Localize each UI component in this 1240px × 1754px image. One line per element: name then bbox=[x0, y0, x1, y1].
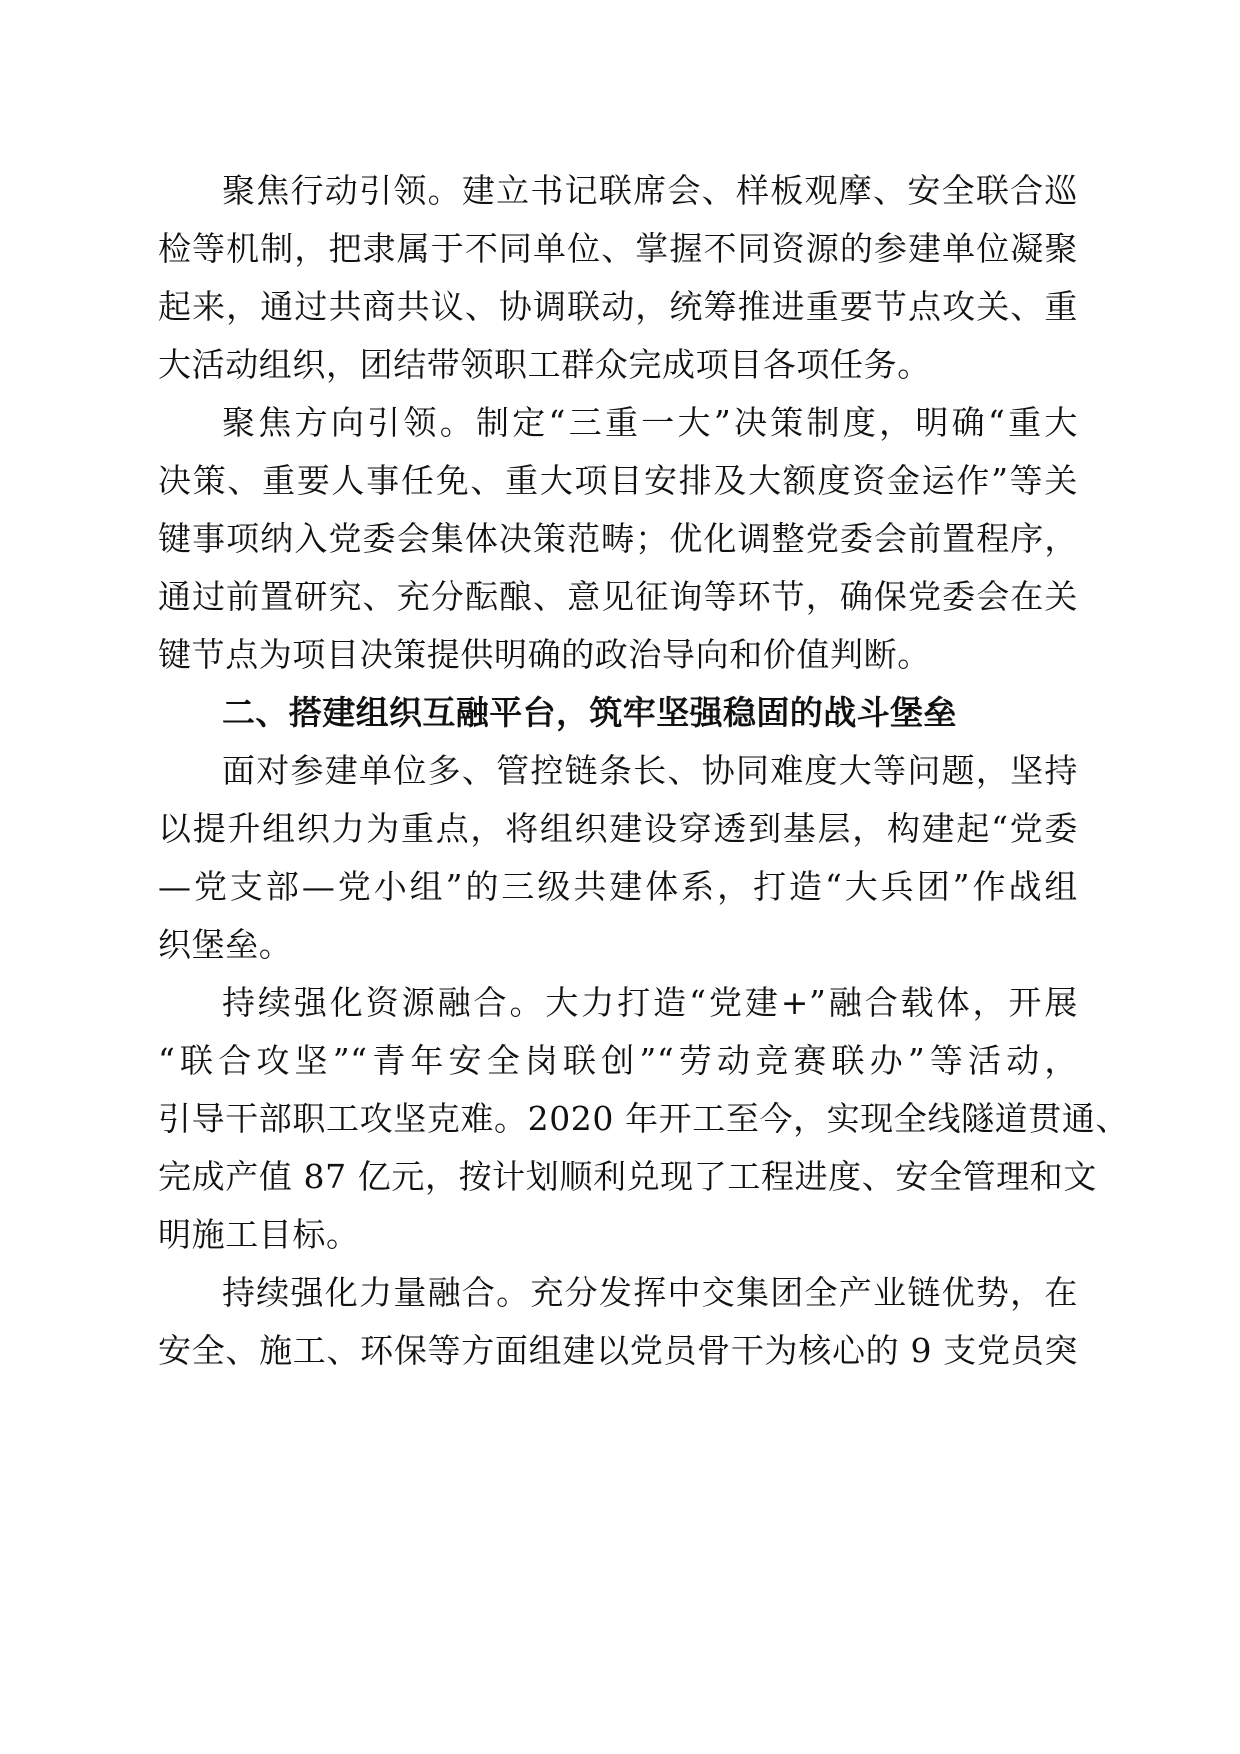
paragraph-5-line-2: 安全、施工、环保等方面组建以党员骨干为核心的 9 支党员突 bbox=[158, 1331, 1078, 1370]
paragraph-2-line-3: 键事项纳入党委会集体决策范畴；优化调整党委会前置程序， bbox=[158, 519, 1078, 558]
paragraph-4-line-5: 明施工目标。 bbox=[158, 1215, 360, 1254]
paragraph-1-line-4: 大活动组织，团结带领职工群众完成项目各项任务。 bbox=[158, 345, 931, 384]
paragraph-3-line-3: —党支部—党小组”的三级共建体系，打造“大兵团”作战组 bbox=[158, 867, 1078, 906]
paragraph-4-line-3: 引导干部职工攻坚克难。2020 年开工至今，实现全线隧道贯通、 bbox=[158, 1099, 1130, 1138]
paragraph-4-line-2: “联合攻坚”“青年安全岗联创”“劳动竞赛联办”等活动， bbox=[158, 1041, 1078, 1080]
paragraph-4-line-4: 完成产值 87 亿元，按计划顺利兑现了工程进度、安全管理和文 bbox=[158, 1157, 1097, 1196]
paragraph-5-line-1: 持续强化力量融合。充分发挥中交集团全产业链优势，在 bbox=[222, 1273, 1078, 1312]
paragraph-3-line-4: 织堡垒。 bbox=[158, 925, 293, 964]
paragraph-3-line-1: 面对参建单位多、管控链条长、协同难度大等问题，坚持 bbox=[222, 751, 1078, 790]
section-heading: 二、搭建组织互融平台，筑牢坚强稳固的战斗堡垒 bbox=[222, 693, 957, 732]
paragraph-1-line-3: 起来，通过共商共议、协调联动，统筹推进重要节点攻关、重 bbox=[158, 287, 1078, 326]
paragraph-2-line-5: 键节点为项目决策提供明确的政治导向和价值判断。 bbox=[158, 635, 931, 674]
paragraph-2-line-4: 通过前置研究、充分酝酿、意见征询等环节，确保党委会在关 bbox=[158, 577, 1078, 616]
paragraph-2-line-1: 聚焦方向引领。制定“三重一大”决策制度，明确“重大 bbox=[222, 403, 1078, 442]
paragraph-3-line-2: 以提升组织力为重点，将组织建设穿透到基层，构建起“党委 bbox=[158, 809, 1078, 848]
paragraph-1-line-1: 聚焦行动引领。建立书记联席会、样板观摩、安全联合巡 bbox=[222, 171, 1078, 210]
paragraph-2-line-2: 决策、重要人事任免、重大项目安排及大额度资金运作”等关 bbox=[158, 461, 1078, 500]
paragraph-4-line-1: 持续强化资源融合。大力打造“党建+”融合载体，开展 bbox=[222, 983, 1078, 1022]
paragraph-1-line-2: 检等机制，把隶属于不同单位、掌握不同资源的参建单位凝聚 bbox=[158, 229, 1078, 268]
